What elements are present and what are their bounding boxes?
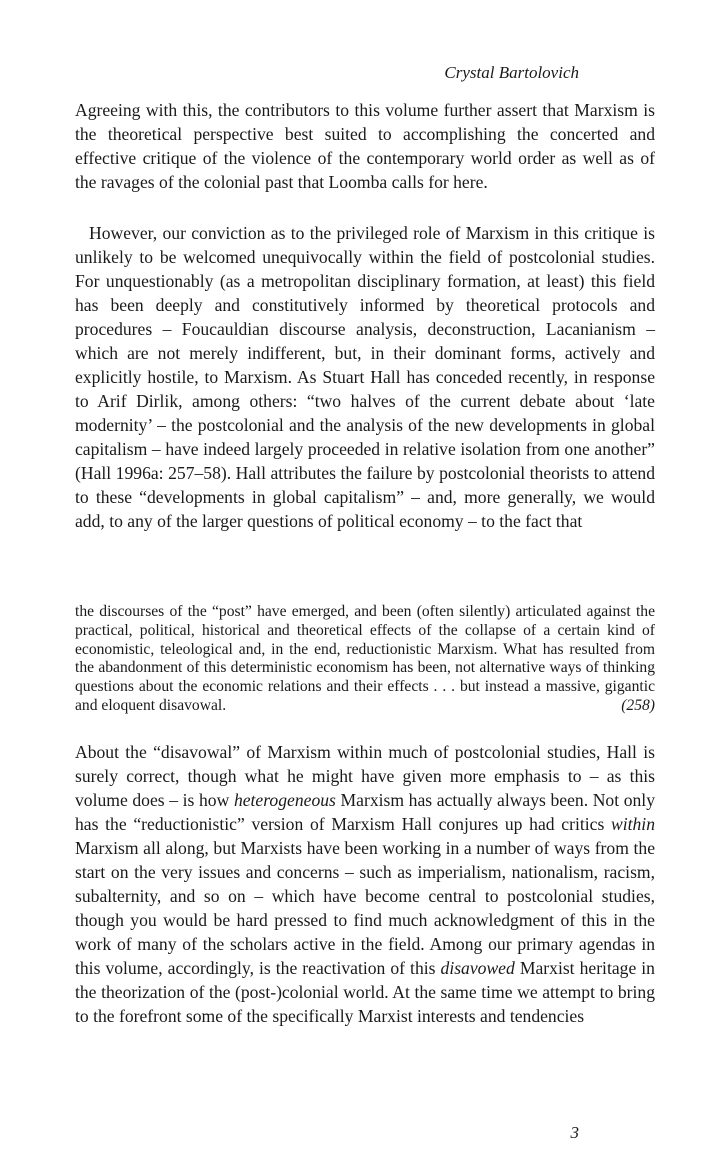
block-quote-citation: (258) (621, 696, 655, 714)
paragraph-3-emphasis-within: within (611, 814, 655, 834)
page-number: 3 (570, 1123, 579, 1142)
paragraph-1 (75, 98, 655, 194)
paragraph-3-segment-1: About the “disavowal” of Marxism within much of postcolonial studies, Hall is surely correct, though what he might have given more emphasis to – as this volume does – is how (75, 742, 655, 810)
paragraph-1-text: Agreeing with this, the contributors to this volume further assert that Marxism is the theoretical perspective best suited to accomplishing the concerted and effective critique of the violence of the contemporary world order as well as of the ravages of the colonial past that Loomba calls for here. (75, 100, 655, 192)
book-page (75, 0, 655, 1165)
block-quote-text: the discourses of the “post” have emerged, and been (often silently) articulated against the practical, political, historical and theoretical effects of the collapse of a certain kind of economistic, teleological and, in the end, reductionistic Marxism. What has resulted from the abandonment of this deterministic economism has been, not alternative ways of thinking questions about the economic relations and their effects . . . but instead a massive, gigantic and eloquent disavowal. (75, 603, 655, 714)
block-quote (75, 603, 655, 716)
paragraph-2-text: However, our conviction as to the privileged role of Marxism in this critique is unlikely to be welcomed unequivocally within the field of postcolonial studies. For unquestionably (as a metropolitan disciplinary formation, at least) this field has been deeply and constitutively informed by theoretical protocols and procedures – Foucauldian discourse analysis, deconstruction, Lacanianism – which are not merely indifferent, but, in their dominant forms, actively and explicitly hostile, to Marxism. As Stuart Hall has conceded recently, in response to Arif Dirlik, among others: “two halves of the current debate about ‘late modernity’ – the postcolonial and the analysis of the new developments in global capitalism – have indeed largely proceeded in relative isolation from one another” (Hall 1996a: 257–58). Hall attributes the failure by postcolonial theorists to attend to these “developments in global capitalism” – and, more generally, we would add, to any of the larger questions of political economy – to the fact that (75, 223, 655, 531)
paragraph-3-text (75, 740, 655, 1028)
paragraph-3-segment-3: Marxism all along, but Marxists have been working in a number of ways from the start on the very issues and concerns – such as imperialism, nationalism, racism, subalternity, and so on – which have become central to postcolonial studies, though you would be hard pressed to find much acknowledgment of this in the work of many of the scholars active in the field. Among our primary agendas in this volume, accordingly, is the reactivation of this (75, 838, 655, 978)
paragraph-3-segment-4: Marxist heritage in the theorization of the (post-)colonial world. At the same time we attempt to bring to the forefront some of the specifically Marxist interests and tendencies (75, 958, 655, 1026)
paragraph-3 (75, 740, 655, 1028)
paragraph-3-segment-2: Marxism has actually always been. Not only has the “reductionistic” version of Marxism Hall conjures up had critics (75, 790, 655, 834)
running-head-author: Crystal Bartolovich (444, 63, 579, 82)
paragraph-3-emphasis-heterogeneous: heterogeneous (233, 790, 336, 810)
paragraph-2 (75, 221, 655, 533)
paragraph-3-emphasis-disavowed: disavowed (440, 958, 515, 978)
